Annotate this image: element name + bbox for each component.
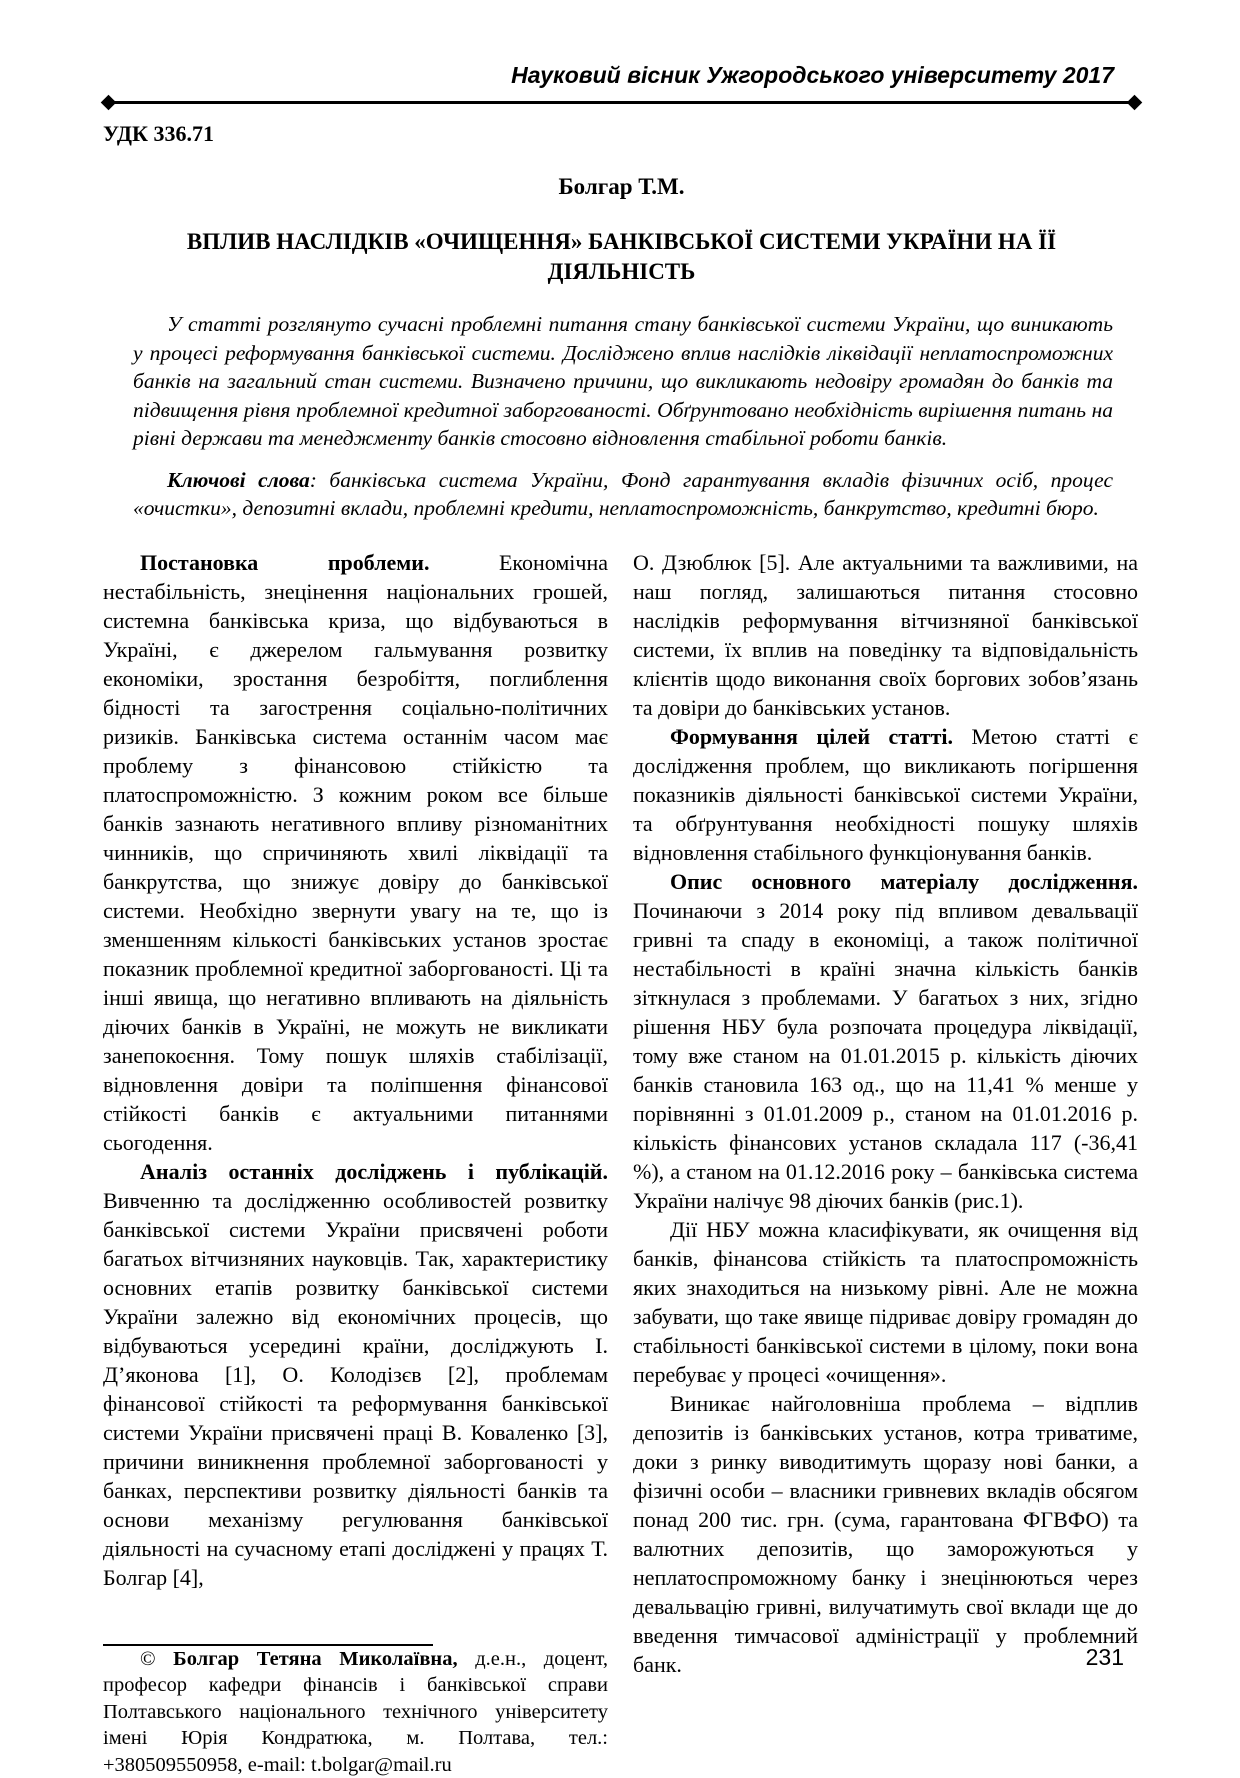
diamond-icon xyxy=(1127,95,1143,111)
page-number: 231 xyxy=(1086,1644,1124,1671)
rule-line xyxy=(111,101,1132,104)
keywords-label: Ключові слова xyxy=(167,468,310,492)
footnote-text xyxy=(103,1646,608,1778)
paragraph-continuation xyxy=(633,548,1138,722)
paragraph-text: Метою статті є дослідження проблем, що викликають погіршення показників діяльності банківської системи України, та обґрунтування необхідності пошуку шляхів відновлення стабільного функціонування банків. xyxy=(633,724,1138,865)
paragraph-text: О. Дзюблюк [5]. Але актуальними та важливими, на наш погляд, залишаються питання стосовно наслідків реформування вітчизняної банківської системи, їх вплив на поведінку та відповідальність клієнтів щодо виконання своїх боргових зобов’язань та довіри до банківських установ. xyxy=(633,550,1138,720)
header-rule xyxy=(103,97,1140,108)
paragraph-text: Вивченню та дослідженню особливостей розвитку банківської системи України присвячені роботи багатьох вітчизняних науковців. Так, характеристику основних етапів розвитку банківської системи України залежно від економічних процесів, що відбуваються усередині країни, досліджують І. Д’яконова [1], О. Колодізєв [2], проблемам фінансової стійкості та реформування банківської системи України присвячені праці В. Коваленко [3], причини виникнення проблемної заборгованості у банках, перспективи розвитку діяльності банків та основи механізму регулювання банківської діяльності на сучасному етапі досліджені у працях Т. Болгар [4], xyxy=(103,1188,608,1590)
section-heading: Опис основного матеріалу дослідження. xyxy=(670,869,1138,894)
keywords xyxy=(133,466,1113,523)
keywords-text: : банківська система України, Фонд гарантування вкладів фізичних осіб, процес «очистки», депозитні вклади, проблемні кредити, неплатоспроможність, банкрутство, кредитні бюро. xyxy=(133,468,1113,521)
paragraph-main-material xyxy=(633,867,1138,1215)
copyright-mark: © xyxy=(140,1648,156,1670)
abstract-text: У статті розглянуто сучасні проблемні питання стану банківської системи України, що виникають у процесі реформування банківської системи. Досліджено вплив наслідків ліквідації неплатоспроможних банків на загальний стан системи. Визначено причини, що викликають недовіру громадян до банків та підвищення рівня проблемної кредитної заборгованості. Обґрунтовано необхідність вирішення питань на рівні держави та менеджменту банків стосовно відновлення стабільної роботи банків. xyxy=(133,310,1113,453)
footnote-author-name: Болгар Тетяна Миколаївна, xyxy=(173,1648,457,1670)
section-heading: Формування цілей статті. xyxy=(670,724,953,749)
right-column xyxy=(633,548,1138,1778)
paragraph-nbu-actions xyxy=(633,1215,1138,1389)
paragraph-article-goals xyxy=(633,722,1138,867)
section-heading: Аналіз останніх досліджень і публікацій. xyxy=(140,1159,608,1184)
author-name: Болгар Т.М. xyxy=(103,174,1140,200)
udk-label: УДК 336.71 xyxy=(103,121,1140,147)
paragraph-text: Дії НБУ можна класифікувати, як очищення від банків, фінансова стійкість та платоспроможність яких знаходиться на низькому рівні. Але не можна забувати, що таке явище підриває довіру громадян до стабільності банківської системи в цілому, поки вона перебуває у процесі «очищення». xyxy=(633,1217,1138,1387)
paragraph-text: Економічна нестабільність, знецінення національних грошей, системна банківська криза, що відбуваються в Україні, є джерелом гальмування розвитку економіки, зростання безробіття, поглиблення бідності та загострення соціально-політичних ризиків. Банківська система останнім часом має проблему з фінансовою стійкістю та платоспроможністю. З кожним роком все більше банків зазнають негативного впливу різноманітних чинників, що спричиняють хвилі ліквідації та банкрутства, що знижує довіру до банківської системи. Необхідно звернути увагу на те, що із зменшенням кількості банківських установ зростає показник проблемної кредитної заборгованості. Ці та інші явища, що негативно впливають на діяльність діючих банків в Україні, не можуть не викликати занепокоєння. Тому пошук шляхів стабілізації, відновлення довіри та поліпшення фінансової стійкості банків є актуальними питаннями сьогодення. xyxy=(103,550,608,1155)
paragraph-problem-statement xyxy=(103,548,608,1157)
diamond-icon xyxy=(101,95,117,111)
section-heading: Постановка проблеми. xyxy=(140,550,429,575)
author-footnote xyxy=(103,1644,608,1778)
paragraph-text: Виникає найголовніша проблема – відплив депозитів із банківських установ, котра триватиме, доки з ринку виводитимуть щоразу нові банки, а фізичні особи – власники гривневих вкладів обсягом понад 200 тис. грн. (сума, гарантована ФГВФО) та валютних депозитів, що заморожуються у неплатоспроможному банку і знецінюються через девальвацію гривні, вилучатимуть свої вклади ще до введення тимчасової адміністрації у проблемний банк. xyxy=(633,1391,1138,1677)
paragraph-literature-review xyxy=(103,1157,608,1592)
footnote-details: д.е.н., доцент, професор кафедри фінансів і банківської справи Полтавського національного технічного університету імені Юрія Кондратюка, м. Полтава, тел.: +380509550958, e-mail: t.bolgar@mail.ru xyxy=(103,1648,608,1776)
article-title: ВПЛИВ НАСЛІДКІВ «ОЧИЩЕННЯ» БАНКІВСЬКОЇ СИСТЕМИ УКРАЇНИ НА ЇЇ ДІЯЛЬНІСТЬ xyxy=(147,227,1097,287)
paragraph-text: Починаючи з 2014 року під впливом девальвації гривні та спаду в економіці, а також політичної нестабільності в країні значна кількість банків зіткнулася з проблемами. У багатьох з них, згідно рішення НБУ була розпочата процедура ліквідації, тому вже станом на 01.01.2015 р. кількість діючих банків становила 163 од., що на 11,41 % менше у порівнянні з 01.01.2009 р., станом на 01.01.2016 р. кількість фінансових установ складала 117 (-36,41 %), а станом на 01.12.2016 року – банківська система України налічує 98 діючих банків (рис.1). xyxy=(633,898,1138,1213)
journal-header: Науковий вісник Ужгородського університету 2017 xyxy=(103,62,1140,88)
two-column-body xyxy=(103,548,1140,1778)
paragraph-deposit-outflow xyxy=(633,1389,1138,1679)
left-column xyxy=(103,548,608,1778)
